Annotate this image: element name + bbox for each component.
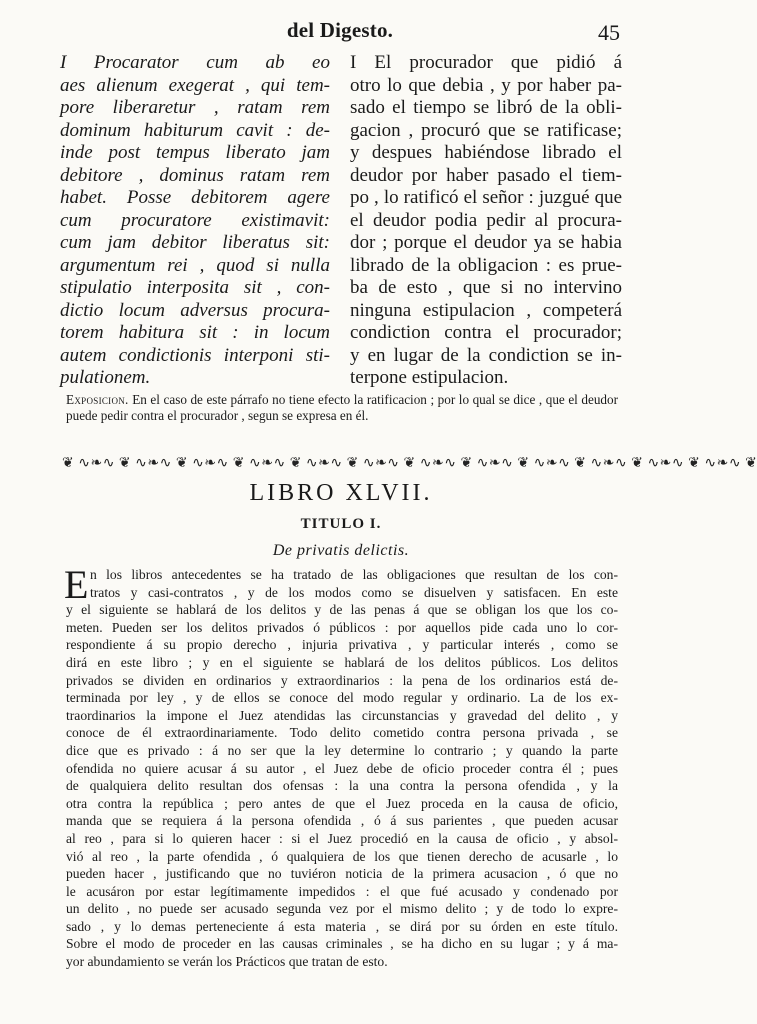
section-subtitle: De privatis delictis. bbox=[272, 542, 410, 559]
page-header bbox=[60, 18, 620, 50]
latin-line: argumentum rei , quod si nulla bbox=[60, 254, 330, 276]
body-line: dirá en este libro ; y en el siguiente se hablará de los delitos públicos. Los delitos bbox=[66, 654, 618, 670]
latin-line: cum procuratore existimavit: bbox=[60, 209, 330, 231]
title-heading: TITULO I. bbox=[300, 516, 382, 532]
body-line: meten. Pueden ser los delitos privados ó públicos : por aquellos pide cada uno lo cor- bbox=[66, 619, 618, 635]
spanish-line: y despues habiéndose librado el bbox=[350, 142, 622, 163]
body-line: un delito , no puede ser acusado segunda vez por el mismo delito ; y de todo lo expre- bbox=[66, 901, 618, 917]
spanish-line: deudor por haber pasado el tiem- bbox=[350, 164, 622, 186]
latin-line: cum jam debitor liberatus sit: bbox=[60, 232, 330, 253]
body-line: ofendida no quiere acusar á su autor , el Juez debe de oficio proceder contra él ; pues bbox=[66, 760, 618, 776]
spanish-line: sado el tiempo se libró de la obli- bbox=[350, 97, 622, 118]
body-line: al reo , para si lo quieren hacer : si el Juez procedió en la causa de oficio , y absol- bbox=[66, 830, 618, 846]
spanish-line: terpone estipulacion. bbox=[350, 367, 509, 388]
body-line: le acusáron por estar legítimamente impedidos : el que fué acusado y condenado por bbox=[66, 883, 618, 899]
body-paragraph bbox=[64, 562, 618, 971]
parallel-text bbox=[60, 52, 622, 388]
body-line: y el siguiente se hablará de los delitos y de las penas á que se obligan los que los co- bbox=[66, 602, 618, 618]
latin-line: aes alienum exegerat , qui tem- bbox=[60, 74, 330, 96]
spanish-line: y en lugar de la condiction se in- bbox=[350, 344, 622, 366]
latin-line: autem condictionis interponi sti- bbox=[60, 344, 330, 366]
page-number: 45 bbox=[598, 20, 620, 45]
body-line: otra contra la república ; pero antes de que el Juez proceda en la causa de oficio, bbox=[66, 795, 618, 811]
body-line: privados se dividen en ordinarios y extraordinarios : la pena de los ordinarios está de- bbox=[66, 672, 618, 688]
exposicion-note bbox=[66, 392, 618, 423]
latin-line: habet. Posse debitorem agere bbox=[60, 187, 330, 208]
spanish-line: librado de la obligacion : es prue- bbox=[350, 254, 622, 276]
latin-line: pulationem. bbox=[60, 367, 151, 388]
body-line: tratos y casi-contratos , y de los modos como se disuelven y satisfacen. En este bbox=[90, 584, 618, 600]
body-line: dice que es privado : á no ser que la ley determine lo contrario ; y quando la parte bbox=[66, 742, 618, 758]
exposicion-label: Exposicion. bbox=[66, 392, 129, 407]
spanish-line: ba de esto , que si no intervino bbox=[350, 277, 622, 298]
spanish-line: po , lo ratificó el señor : juzgué que bbox=[350, 187, 622, 208]
latin-line: inde post tempus liberato jam bbox=[60, 142, 330, 163]
body-line: terminada por ley , y de ellos se conoce del modo regular y ordinario. La de los ex- bbox=[66, 690, 618, 706]
body-line: Sobre el modo de proceder en las causas criminales , se ha dicho en su lugar ; y á ma- bbox=[66, 936, 618, 952]
spanish-line: condiction contra el procurador; bbox=[350, 322, 622, 343]
spanish-line: ninguna estipulacion , competerá bbox=[350, 299, 622, 321]
latin-line: stipulatio interposita sit , con- bbox=[60, 277, 330, 298]
latin-line: dominum habiturum cavit : de- bbox=[60, 119, 330, 141]
body-line: sado , y lo demas perteneciente á esta materia , se dirá por su órden en este título. bbox=[66, 918, 618, 934]
drop-cap: E bbox=[64, 562, 89, 607]
latin-line: I Procarator cum ab eo bbox=[60, 52, 330, 73]
latin-line: pore liberaretur , ratam rem bbox=[60, 97, 330, 118]
spanish-line: I El procurador que pidió á bbox=[350, 52, 622, 73]
body-line: yor abundamiento se verán los Prácticos que tratan de esto. bbox=[66, 954, 388, 970]
spanish-line: el deudor podia pedir al procura- bbox=[350, 209, 622, 231]
body-line: de qualquiera delito resultan dos ofensas : la una contra la persona ofendida , y la bbox=[66, 778, 618, 794]
body-line: pueden hacer , justificando que no tuviéron noticia de la primera acusacion , ó que no bbox=[66, 866, 618, 882]
latin-column bbox=[60, 52, 330, 390]
latin-line: dictio locum adversus procura- bbox=[60, 299, 330, 321]
ornamental-divider: ❦ ∿❧∿ ❦ ∿❧∿ ❦ ∿❧∿ ❦ ∿❧∿ ❦ ∿❧∿ ❦ ∿❧∿ ❦ ∿❧∿ ❦ ∿❧∿ ❦ ∿❧∿ ❦ ∿❧∿ ❦ ∿❧∿ ❦ ∿❧∿ ❦ bbox=[62, 456, 757, 471]
spanish-column bbox=[350, 52, 622, 390]
spanish-line: gacion , procuró que se ratificase; bbox=[350, 119, 622, 141]
spanish-line: otro lo que debia , y por haber pa- bbox=[350, 74, 622, 96]
latin-line: debitore , dominus ratam rem bbox=[60, 164, 330, 186]
book-title: LIBRO XLVII. bbox=[249, 480, 433, 506]
latin-line: torem habitura sit : in locum bbox=[60, 322, 330, 343]
body-line: respondiente á su propio derecho , injuria privativa , y particular interés , como se bbox=[66, 637, 618, 653]
exposicion-text: En el caso de este párrafo no tiene efecto la ratificacion ; por lo qual se dice , que el deudor puede pedir contra el procurador , segun se expresa en él. bbox=[66, 392, 618, 423]
running-head: del Digesto. bbox=[286, 18, 394, 42]
body-line: manda que se requiera á la persona ofendida , ó á sus parientes , que pueden acusar bbox=[66, 813, 618, 829]
spanish-line: dor ; porque el deudor ya se habia bbox=[350, 232, 622, 253]
body-line: conoce de él extraordinariamente. Todo delito cometido contra persona privada , se bbox=[66, 725, 618, 741]
body-line: traordinarios la impone el Juez atendidas las circunstancias y gravedad del delito , y bbox=[66, 707, 618, 723]
body-line: vió al reo , la parte ofendida , ó qualquiera de los que tienen derecho de acusarle , lo bbox=[66, 848, 618, 864]
body-line: n los libros antecedentes se ha tratado de las obligaciones que resultan de los con- bbox=[90, 567, 618, 582]
